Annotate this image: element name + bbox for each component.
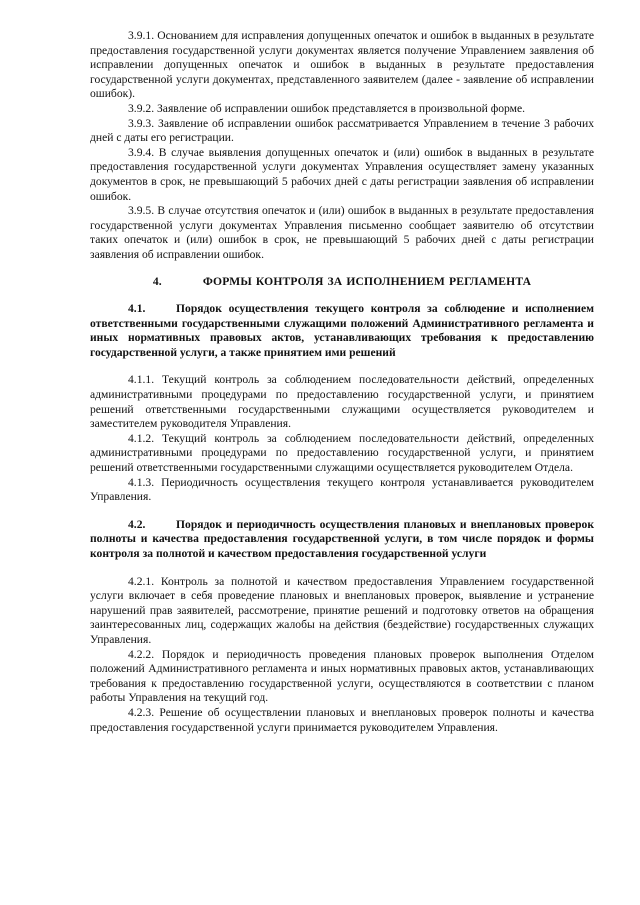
paragraph-4-2-1: 4.2.1. Контроль за полнотой и качеством предоставления Управлением государственной услуги включает в себя проведение плановых и внеплановых проверок, выявление и устранение нарушений прав заявителей, рассмотрение, принятие решений и подготовку ответов на обращения заинтересованных лиц, содержащих жалобы на действия (бездействие) государственных служащих Управления. [90,574,594,646]
paragraph-4-1-1: 4.1.1. Текущий контроль за соблюдением последовательности действий, определенных административными процедурами по предоставлению государственной услуги, и принятием решений ответственными государственными служащими осуществляется руководителем и заместителем руководителя Управления. [90,373,594,431]
subsection-4-2-title: Порядок и периодичность осуществления плановых и внеплановых проверок полноты и качества предоставления государственной услуги, в том числе порядок и формы контроля за полнотой и качеством предоставления государственной услуги [90,517,594,560]
subsection-4-1-title: Порядок осуществления текущего контроля за соблюдение и исполнением ответственными государственными служащими положений Административного регламента и иных нормативных правовых актов, устанавливающих требования к предоставлению государственной услуги, а также принятием ими решений [90,302,594,359]
section-4-heading [90,275,594,290]
paragraph-3-9-2: 3.9.2. Заявление об исправлении ошибок представляется в произвольной форме. [128,101,526,115]
paragraph-4-1-3: 4.1.3. Периодичность осуществления текущего контроля устанавливается руководителем Управления. [90,475,594,504]
paragraph-3-9-1: 3.9.1. Основанием для исправления допущенных опечаток и ошибок в выданных в результате предоставления государственной услуги документах является получение Управлением заявления об исправлении допущенных опечаток и ошибок в выданных в результате предоставления государственной услуги документах, представленного заявителем (далее - заявление об исправлении ошибок). [90,29,594,101]
section-4-title: ФОРМЫ КОНТРОЛЯ ЗА ИСПОЛНЕНИЕМ РЕГЛАМЕНТА [202,274,532,288]
paragraph-3-9-3: 3.9.3. Заявление об исправлении ошибок рассматривается Управлением в течение 3 рабочих дней с даты его регистрации. [90,116,594,145]
subsection-4-2-heading [90,518,594,562]
subsection-4-1-number: 4.1. [128,302,146,316]
paragraph-4-1-2: 4.1.2. Текущий контроль за соблюдением последовательности действий, определенных административными процедурами по предоставлению государственной услуги, и принятием решений ответственными государственными служащими осуществляется руководителем Отдела. [90,431,594,475]
subsection-4-1-heading [90,302,594,360]
section-4-number: 4. [152,274,162,288]
paragraph-4-2-2: 4.2.2. Порядок и периодичность проведения плановых проверок выполнения Отделом положений Административного регламента и иных нормативных правовых актов, устанавливающих требования к предоставлению государственной услуги, осуществляются в соответствии с планом работы Управления на текущий год. [90,647,594,705]
paragraph-4-2-3: 4.2.3. Решение об осуществлении плановых и внеплановых проверок полноты и качества предоставления государственной услуги принимается руководителем Управления. [90,705,594,734]
paragraph-3-9-5: 3.9.5. В случае отсутствия опечаток и (или) ошибок в выданных в результате предоставления государственной услуги документах Управления письменно сообщает заявителю об отсутствии таких опечаток и (или) ошибок в срок, не превышающий 5 рабочих дней с даты регистрации заявления об исправлении ошибок. [90,204,594,261]
paragraph-3-9-4: 3.9.4. В случае выявления допущенных опечаток и (или) ошибок в выданных в результате предоставления государственной услуги документах Управления осуществляет замену указанных документов в срок, не превышающий 5 рабочих дней с даты регистрации заявления об исправлении ошибок. [90,145,594,203]
subsection-4-2-number: 4.2. [128,517,146,531]
document-page [90,29,594,735]
